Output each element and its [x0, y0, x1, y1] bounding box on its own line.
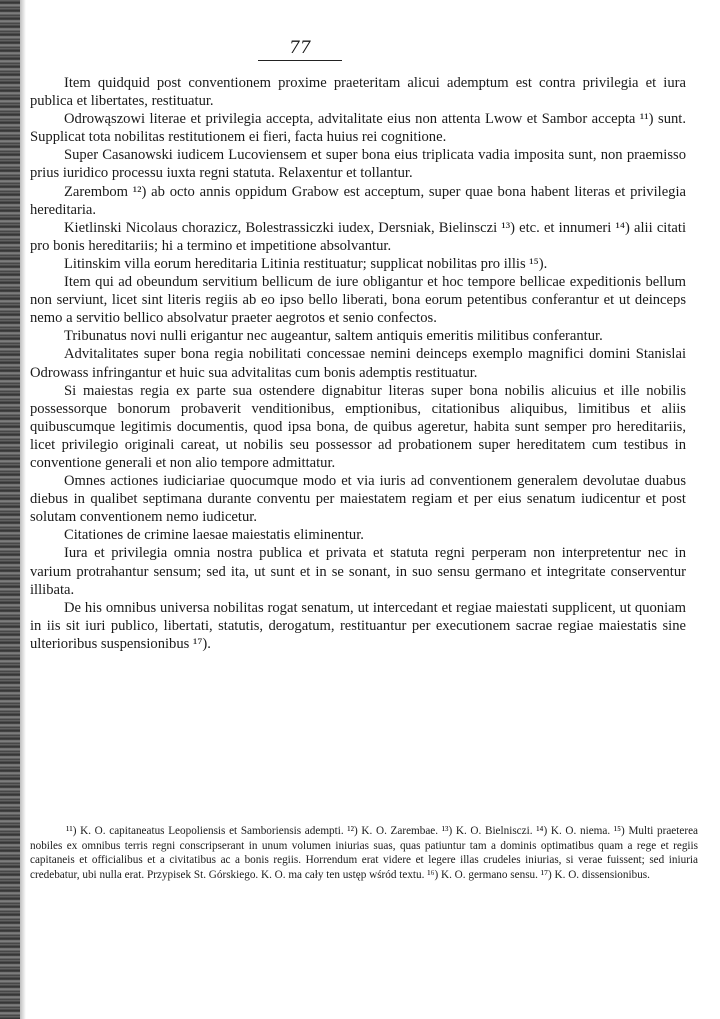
footnotes: [30, 824, 698, 883]
paragraph: Kietlinski Nicolaus chorazicz, Bolestrassiczki iudex, Dersniak, Bielinsczi ¹³) etc. et innumeri ¹⁴) alii citati pro bonis hereditariis; hi a termino et impetitione absolvantur.: [30, 219, 686, 254]
paragraph: Citationes de crimine laesae maiestatis eliminentur.: [64, 527, 364, 544]
main-text: [30, 74, 686, 653]
paragraph: Item quidquid post conventionem proxime praeteritam alicui ademptum est contra privilegia et iura publica et libertates, restituatur.: [30, 75, 686, 110]
paragraph: Super Casanowski iudicem Lucoviensem et super bona eius triplicata vadia imposita sunt, non praemisso prius iuridico processu iuxta regni statuta. Relaxentur et tollantur.: [30, 147, 686, 182]
paragraph: Advitalitates super bona regia nobilitati concessae nemini deinceps exemplo magnifici domini Stanislai Odrowass infringantur et huic sua advitalitas cum bonis ademptis restituatur.: [30, 346, 686, 381]
page-number: 77: [258, 38, 342, 61]
footnote-text: ¹¹) K. O. capitaneatus Leopoliensis et Samboriensis adempti. ¹²) K. O. Zarembae. ¹³) K. O. Bielnisczi. ¹⁴) K. O. niema. ¹⁵) Multi praeterea nobiles ex omnibus terris regni conscripserant in unum volumen iniurias suas, quas patiuntur tam a dominis optimatibus quam a rege et regiis capitaneis et officialibus et a civitatibus ac a bonis regiis. Horrendum erat videre et legere illas crudeles iniurias, si verae fuissent; sed iniuria credebatur, ubi nulla erat. Przypisek St. Górskiego. K. O. ma cały ten ustęp wśród textu. ¹⁶) K. O. germano sensu. ¹⁷) K. O. dissensionibus.: [30, 825, 698, 882]
paragraph: Tribunatus novi nulli erigantur nec augeantur, saltem antiquis emeritis militibus conferantur.: [64, 328, 603, 345]
paragraph: Si maiestas regia ex parte sua ostendere dignabitur literas super bona nobilis alicuius et ille nobilis possessorque bonorum probaverit venditionibus, emptionibus, citationibus aliquibus, limitibus et aliis quibuscumque legitimis documentis, quod ipsa bona, de quibus ageretur, habita sunt semper pro hereditariis, licet privilegio originali careat, ut nobilis seu possessor ad probationem super hereditatem cum testibus in conventione generali et non alio tempore admittatur.: [30, 382, 686, 471]
paragraph: Zarembom ¹²) ab octo annis oppidum Grabow est acceptum, super quae bona habent literas et privilegia hereditaria.: [30, 183, 686, 218]
paragraph: Iura et privilegia omnia nostra publica et privata et statuta regni perperam non interpretentur nec in varium protrahantur sensum; sed ita, ut sunt et in se sonant, in suo sensu germano et integritate conserventur illibata.: [30, 545, 686, 598]
paragraph: Item qui ad obeundum servitium bellicum de iure obligantur et hoc tempore bellicae expeditionis bellum non serviunt, licet sint literis regiis ab eo ipso bello liberati, bona eorum petentibus conferantur et ut deinceps nemo a servitio bellico absolvatur praeter aegrotos et senio confectos.: [30, 274, 686, 327]
paragraph: Litinskim villa eorum hereditaria Litinia restituatur; supplicat nobilitas pro illis ¹⁵).: [64, 255, 548, 272]
paragraph: Odrowąszowi literae et privilegia accepta, advitalitate eius non attenta Lwow et Sambor accepta ¹¹) sunt. Supplicat tota nobilitas restitutionem ei fieri, facta huius rei cognitione.: [30, 111, 686, 146]
paragraph: De his omnibus universa nobilitas rogat senatum, ut intercedant et regiae maiestati supplicent, ut quoniam in iis sit iuri publico, libertati, statutis, derogatum, restituantur per executionem sacrae regiae maiestatis sine ulterioribus suspensionibus ¹⁷).: [30, 599, 686, 652]
paragraph: Omnes actiones iudiciariae quocumque modo et via iuris ad conventionem generalem devolutae duabus diebus in qualibet septimana durante conventu per maiestatem regiam et per eius senatum iudicentur et post solutam conventionem nemo iudicetur.: [30, 473, 686, 526]
book-binding-edge: [0, 0, 20, 1019]
